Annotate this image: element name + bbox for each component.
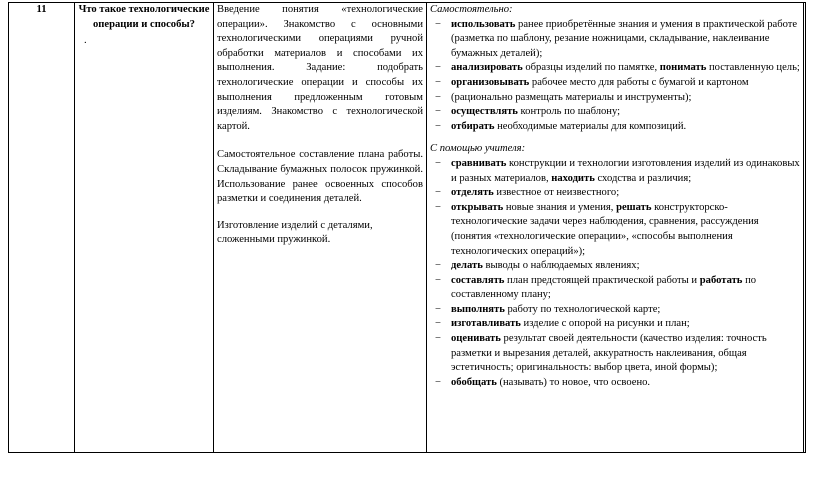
activity-item [430, 105, 800, 120]
independent-list [430, 18, 800, 135]
activity-verb: оценивать [451, 333, 501, 345]
activity-text: работу по технологической карте; [504, 303, 661, 315]
activity-text: контроль по шаблону; [517, 106, 621, 118]
activity-item [430, 376, 800, 391]
activity-text: результат своей деятельности (качество изделия: точность разметки и вырезания деталей, аккуратность наклеивания, общая эстетичность; оригинальность: выбор цвета, иной формы); [451, 333, 767, 374]
activity-text: выводы о наблюдаемых явлениях; [482, 260, 640, 272]
activity-item [430, 157, 800, 186]
activity-text: образцы изделий по памятке, [522, 62, 660, 74]
lesson-plan-table [8, 2, 806, 453]
independent-heading: Самостоятельно: [430, 4, 513, 15]
activity-text: ранее приобретённые знания и умения в практической работе (разметка по шаблону, резание ножницами, складывание, наклеивание бумажных деталей); [451, 18, 798, 59]
activity-item [430, 303, 800, 318]
activity-item [430, 91, 800, 106]
lesson-number: 11 [9, 3, 75, 453]
activity-item [430, 120, 800, 135]
activity-verb: находить [551, 172, 595, 184]
activity-verb: обобщать [451, 376, 497, 388]
topic-mark: . [84, 35, 87, 47]
empty-cell [804, 3, 806, 453]
activity-verb: работать [699, 274, 743, 286]
activity-text: конструкции и технологии изготовления изделий из одинаковых и разных материалов, [451, 157, 800, 184]
activity-verb: организовывать [451, 76, 530, 88]
activity-text: рабочее место для работы с бумагой и картоном [529, 76, 749, 88]
activity-text: (рационально размещать материалы и инструменты); [451, 91, 692, 103]
activity-item [430, 201, 800, 259]
activity-text: поставленную цель; [706, 62, 800, 74]
activity-verb: открывать [451, 201, 504, 213]
activity-text: по составленному плану; [451, 274, 757, 301]
activity-verb: понимать [659, 62, 707, 74]
activity-verb: делать [451, 260, 483, 272]
teacher-heading: С помощью учителя: [430, 143, 526, 155]
activity-verb: выполнять [451, 303, 505, 315]
activity-item [430, 317, 800, 332]
activity-verb: изготавливать [451, 318, 521, 330]
lesson-content-cell [214, 3, 427, 453]
activity-verb: сравнивать [451, 157, 507, 169]
activity-text: (называть) то новое, что освоено. [496, 376, 651, 388]
activities-cell [427, 3, 804, 453]
activity-verb: использовать [451, 18, 516, 30]
activity-item [430, 274, 800, 303]
activity-verb: осуществлять [451, 106, 518, 118]
teacher-list [430, 157, 800, 391]
activity-text: сходства и различия; [594, 172, 692, 184]
activity-text: план предстоящей практической работы и [504, 274, 700, 286]
activity-verb: решать [616, 201, 652, 213]
lesson-topic: Что такое технологические операции и способы? [78, 4, 210, 30]
activity-item [430, 259, 800, 274]
activity-verb: отбирать [451, 120, 495, 132]
activity-item [430, 61, 800, 76]
activity-item [430, 76, 800, 91]
activity-item [430, 186, 800, 201]
activity-text: новые знания и умения, [503, 201, 617, 213]
activity-text: конструкторско-технологические задачи через наблюдения, сравнения, рассуждения (понятия «технологические операции», «способы выполнения технологических операций»); [451, 201, 759, 257]
content-paragraph-3: Изготовление изделий с деталями, сложенными пружинкой. [217, 219, 373, 246]
activity-item [430, 332, 800, 376]
content-paragraph-1: Введение понятия «технологические операции». Знакомство с основными технологическими операциями ручной обработки материалов и способами их выполнения. Задание: подобрать технологические операции и способы их выполнения предложенным готовым изделиям. Знакомство с технологической картой. [217, 4, 423, 132]
activity-text: изделие с опорой на рисунки и план; [520, 318, 690, 330]
lesson-topic-cell [75, 3, 214, 453]
activity-text: необходимые материалы для композиций. [494, 120, 687, 132]
activity-verb: анализировать [451, 62, 523, 74]
table-row [9, 3, 806, 453]
activity-verb: отделять [451, 187, 494, 199]
activity-item [430, 18, 800, 62]
content-paragraph-2: Самостоятельное составление плана работы. Складывание бумажных полосок пружинкой. Использование ранее освоенных способов разметки и соединения деталей. [217, 149, 423, 205]
activity-text: известное от неизвестного; [493, 187, 620, 199]
page-bottom-rule [8, 452, 806, 453]
activity-verb: составлять [451, 274, 505, 286]
